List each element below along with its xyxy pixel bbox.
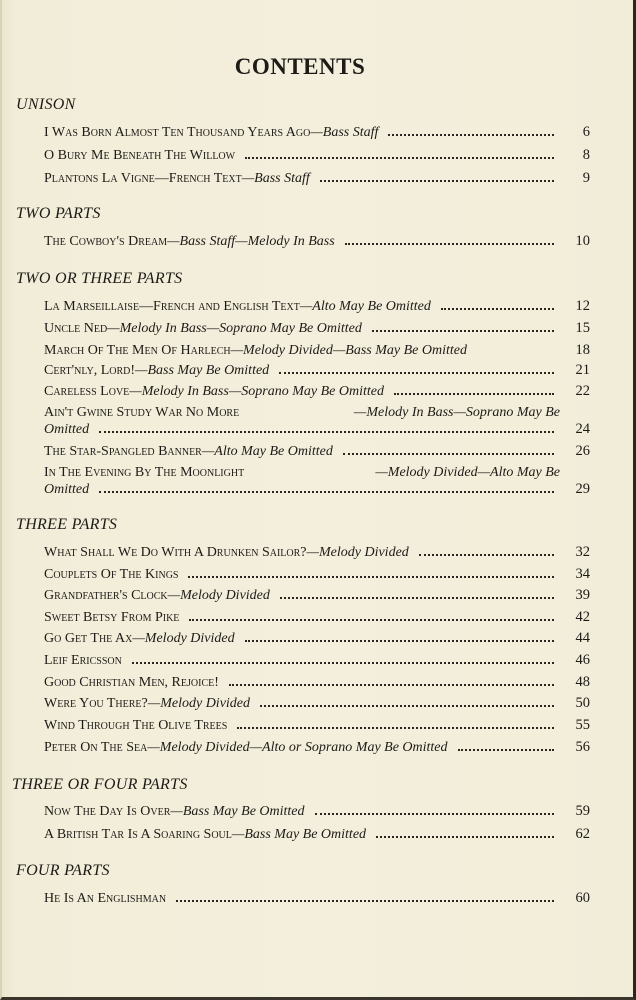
dot-leader (441, 308, 554, 310)
entry-page-number: 6 (582, 124, 590, 140)
entry-title: Plantons La Vigne—French Text—Bass Staff (44, 171, 310, 186)
entry-title: Grandfather's Clock—Melody Divided (44, 588, 270, 603)
toc-entry[interactable] (44, 630, 590, 647)
section-heading-unison: UNISON (16, 96, 76, 113)
entry-page-number: 29 (575, 481, 590, 497)
toc-entry[interactable] (44, 609, 590, 626)
entry-title: The Cowboy's Dream—Bass Staff—Melody In Bass (44, 234, 335, 249)
entry-page-number: 9 (582, 170, 590, 186)
dot-leader (320, 180, 554, 182)
toc-entry[interactable] (44, 320, 590, 337)
entry-page-number: 62 (575, 826, 590, 842)
toc-entry[interactable] (44, 298, 590, 315)
toc-entry[interactable] (44, 717, 590, 734)
dot-leader (99, 491, 554, 493)
dot-leader (245, 640, 554, 642)
entry-page-number: 60 (575, 890, 590, 906)
entry-title: He Is An Englishman (44, 891, 167, 906)
entry-page-number: 10 (575, 233, 590, 249)
toc-entry[interactable] (44, 170, 590, 187)
toc-entry[interactable] (44, 652, 590, 669)
entry-title: March Of The Men Of Harlech—Melody Divided—Bass May Be Omitted (44, 343, 467, 358)
entry-title: Sweet Betsy From Pike (44, 610, 180, 625)
toc-entry[interactable] (44, 674, 590, 691)
section-heading-two-parts: TWO PARTS (16, 205, 101, 222)
toc-entry[interactable]: In The Evening By The Moonlight —Melody Divided—Alto May Be Omitted 29 (44, 465, 590, 497)
entry-page-number: 22 (575, 383, 590, 399)
dot-leader (376, 836, 554, 838)
dot-leader (260, 705, 554, 707)
toc-entry[interactable] (44, 587, 590, 604)
entry-title: Cert'nly, Lord!—Bass May Be Omitted (44, 363, 270, 378)
dot-leader (229, 684, 554, 686)
toc-entry[interactable] (44, 147, 590, 164)
toc-entry[interactable]: Ain't Gwine Study War No More —Melody In Bass—Soprano May Be Omitted 24 (44, 405, 590, 437)
dot-leader (189, 619, 554, 621)
dot-leader (343, 453, 554, 455)
dot-leader (99, 431, 554, 433)
toc-entry[interactable] (44, 362, 590, 379)
entry-page-number: 18 (575, 342, 590, 358)
entry-page-number: 24 (575, 421, 590, 437)
toc-entry[interactable] (44, 443, 590, 460)
entry-title: Uncle Ned—Melody In Bass—Soprano May Be Omitted (44, 321, 362, 336)
entry-page-number: 39 (575, 587, 590, 603)
entry-title: Go Get The Ax—Melody Divided (44, 631, 235, 646)
entry-title: La Marseillaise—French and English Text—Alto May Be Omitted (44, 299, 431, 314)
dot-leader (372, 330, 554, 332)
entry-page-number: 12 (575, 298, 590, 314)
dot-leader (245, 157, 554, 159)
entry-page-number: 15 (575, 320, 590, 336)
entry-page-number: 26 (575, 443, 590, 459)
entry-title: O Bury Me Beneath The Willow (44, 148, 236, 163)
dot-leader (315, 813, 554, 815)
entry-page-number: 48 (575, 674, 590, 690)
toc-entry[interactable] (44, 544, 590, 561)
dot-leader (279, 372, 554, 374)
entry-title: Peter On The Sea—Melody Divided—Alto or Soprano May Be Omitted (44, 740, 448, 755)
toc-entry[interactable] (44, 566, 590, 583)
dot-leader (394, 393, 554, 395)
entry-title: A British Tar Is A Soaring Soul—Bass May Be Omitted (44, 827, 367, 842)
entry-title: Good Christian Men, Rejoice! (44, 675, 219, 690)
toc-entry[interactable] (44, 383, 590, 400)
entry-page-number: 21 (575, 362, 590, 378)
toc-entry[interactable] (44, 803, 590, 820)
entry-page-number: 46 (575, 652, 590, 668)
dot-leader (188, 576, 554, 578)
toc-entry[interactable] (44, 739, 590, 756)
dot-leader (419, 554, 554, 556)
entry-title: Wind Through The Olive Trees (44, 718, 228, 733)
entry-page-number: 59 (575, 803, 590, 819)
entry-page-number: 50 (575, 695, 590, 711)
section-heading-two-or-three-parts: TWO OR THREE PARTS (16, 270, 183, 287)
entry-title: In The Evening By The Moonlight —Melody Divided—Alto May Be (44, 465, 560, 480)
entry-title: Were You There?—Melody Divided (44, 696, 251, 711)
entry-title: I Was Born Almost Ten Thousand Years Ago—Bass Staff (44, 125, 379, 140)
entry-page-number: 42 (575, 609, 590, 625)
toc-entry[interactable] (44, 233, 590, 250)
entry-title: Couplets Of The Kings (44, 567, 179, 582)
toc-entry[interactable] (44, 124, 590, 141)
entry-title: Leif Ericsson (44, 653, 122, 668)
entry-page-number: 32 (575, 544, 590, 560)
toc-entry[interactable] (44, 826, 590, 843)
entry-page-number: 8 (582, 147, 590, 163)
entry-title: The Star-Spangled Banner—Alto May Be Omitted (44, 444, 333, 459)
entry-title: Careless Love—Melody In Bass—Soprano May Be Omitted (44, 384, 384, 399)
toc-entry[interactable] (44, 890, 590, 907)
dot-leader (280, 597, 554, 599)
page-title: CONTENTS (234, 54, 366, 79)
section-heading-four-parts: FOUR PARTS (16, 862, 110, 879)
toc-entry[interactable] (44, 342, 590, 359)
toc-entry[interactable] (44, 695, 590, 712)
section-heading-three-parts: THREE PARTS (16, 516, 118, 533)
entry-page-number: 44 (575, 630, 590, 646)
entry-title: Now The Day Is Over—Bass May Be Omitted (44, 804, 305, 819)
dot-leader (176, 900, 554, 902)
dot-leader (237, 727, 554, 729)
dot-leader (345, 243, 554, 245)
section-heading-three-or-four-parts: THREE OR FOUR PARTS (12, 776, 188, 793)
entry-title: What Shall We Do With A Drunken Sailor?—Melody Divided (44, 545, 409, 560)
dot-leader (388, 134, 554, 136)
dot-leader (132, 662, 554, 664)
dot-leader (458, 749, 554, 751)
entry-page-number: 34 (575, 566, 590, 582)
entry-page-number: 55 (575, 717, 590, 733)
entry-title: Ain't Gwine Study War No More —Melody In Bass—Soprano May Be (44, 405, 560, 420)
entry-page-number: 56 (575, 739, 590, 755)
